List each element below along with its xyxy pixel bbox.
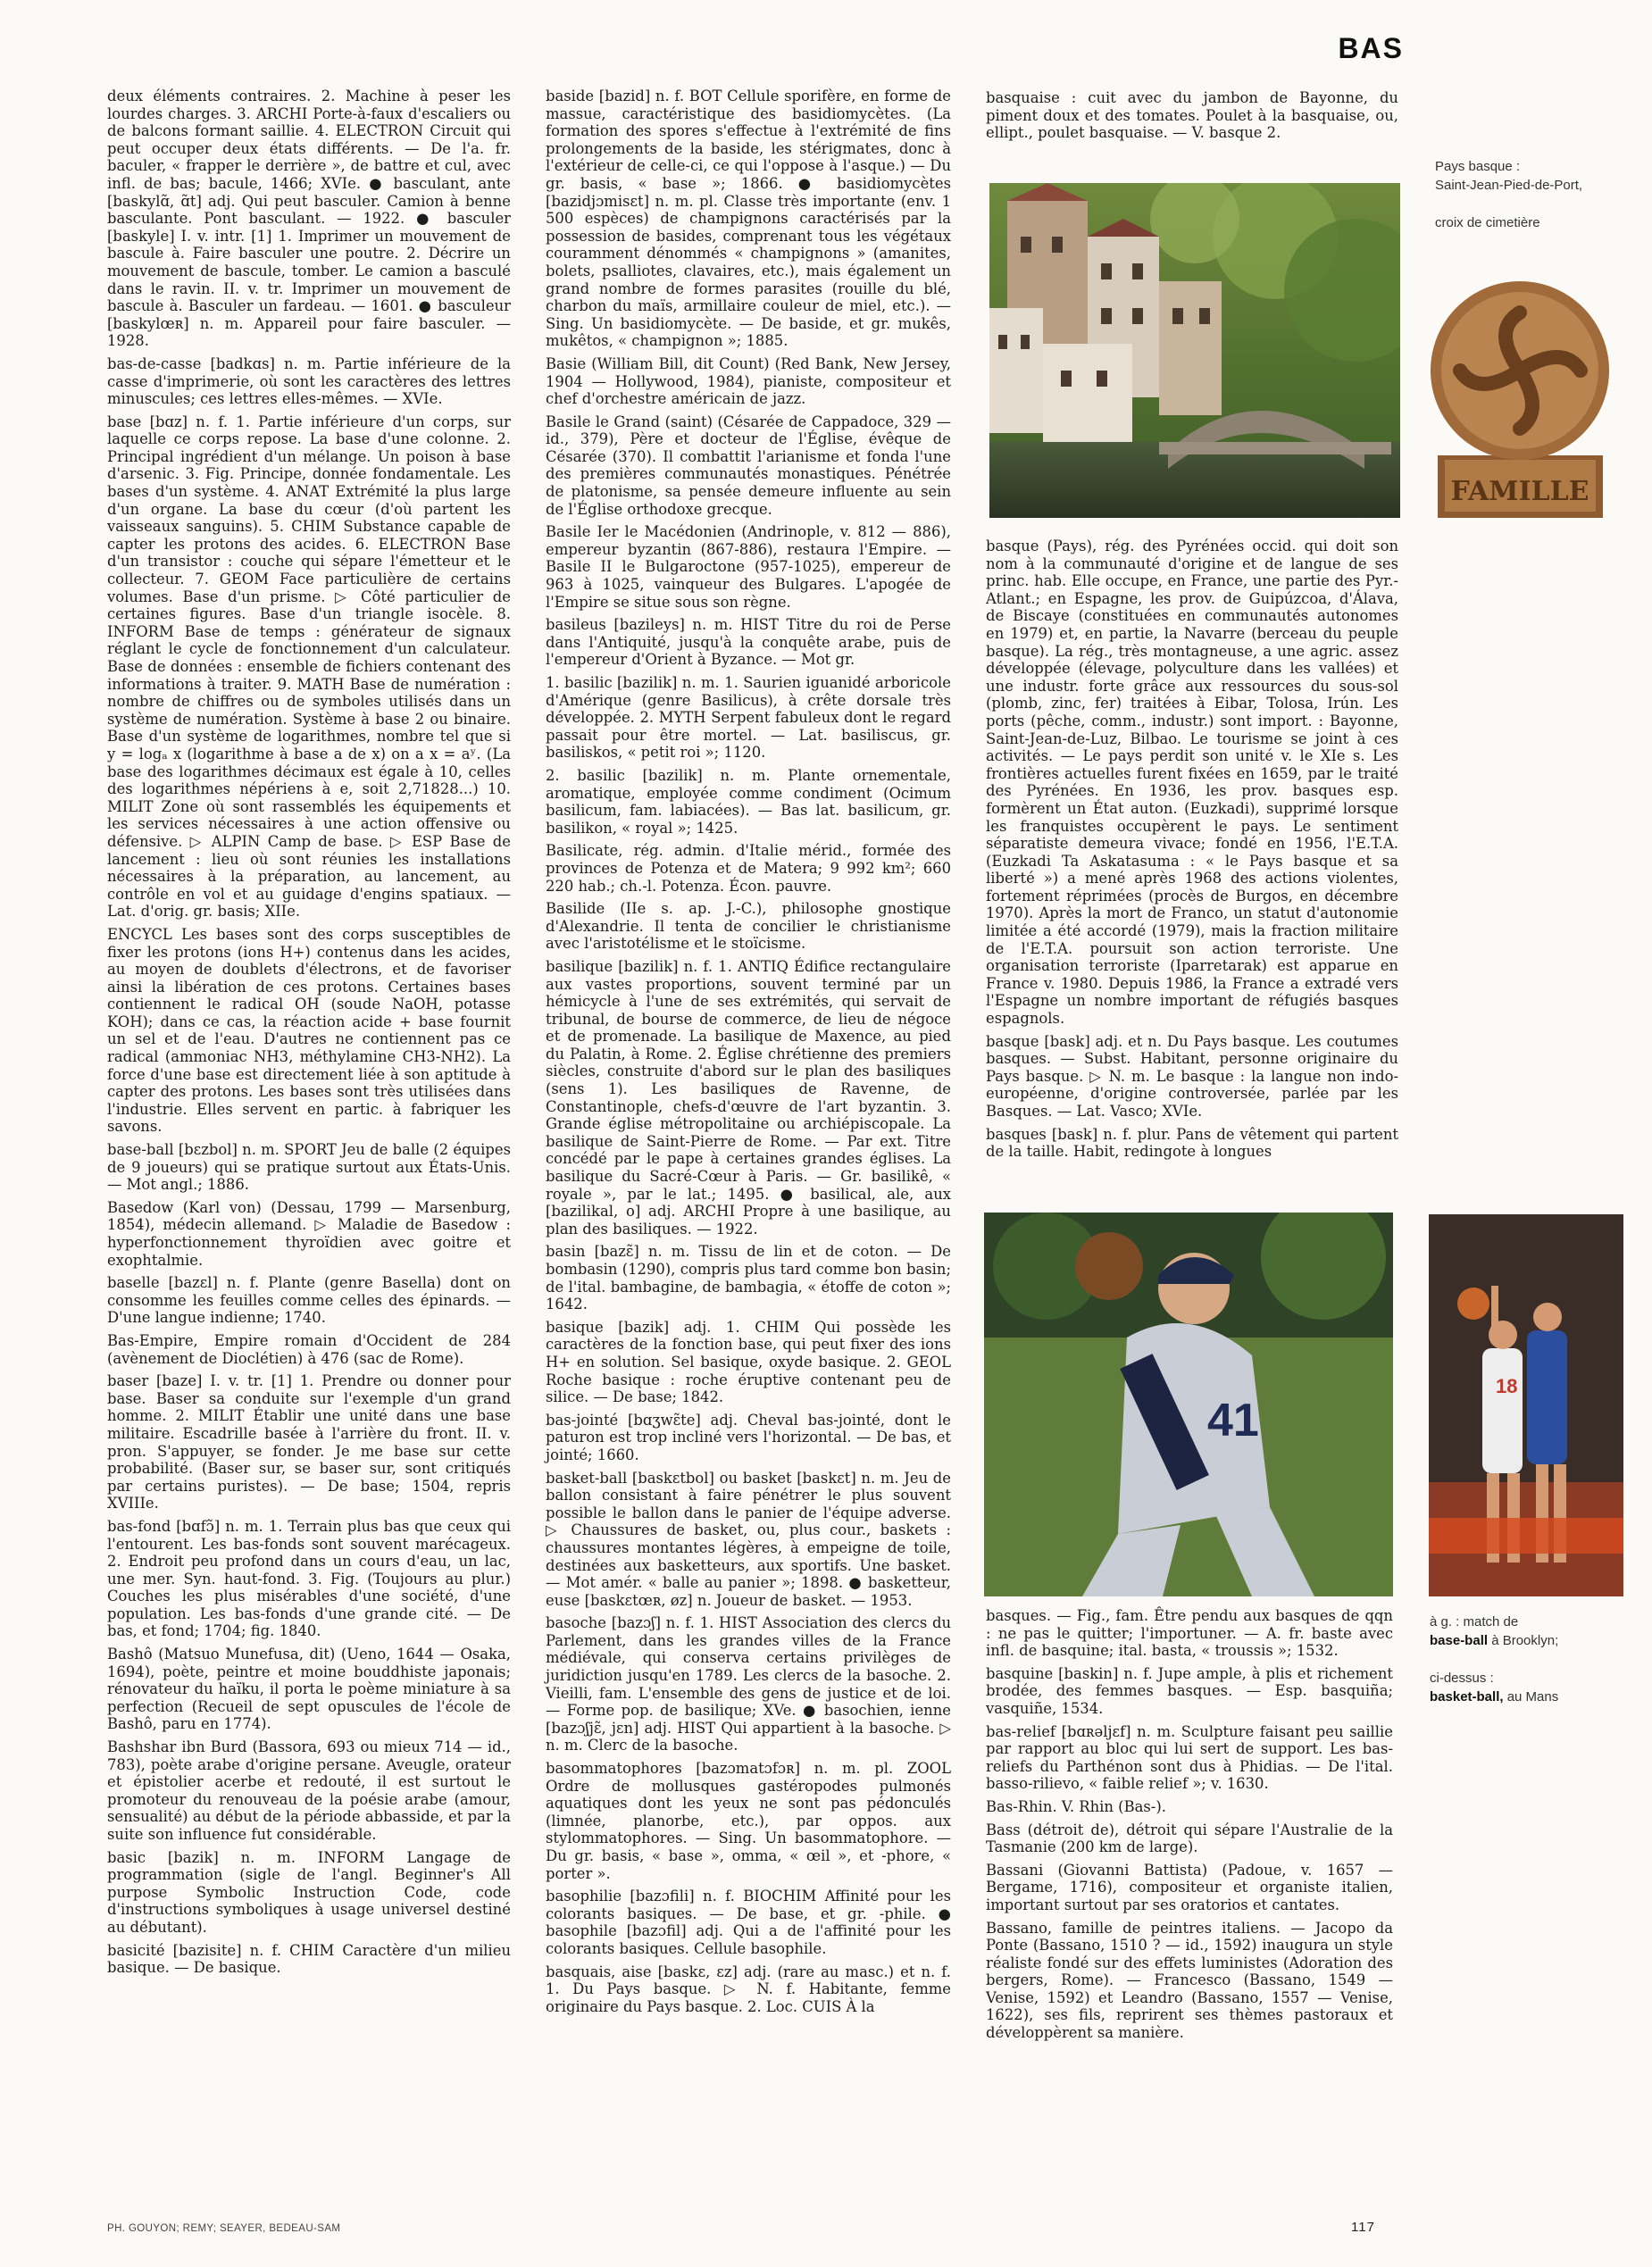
entry-bas-de-casse: bas-de-casse [badkɑs] n. m. Partie inférieure de la casse d'imprimerie, où sont les caractères des lettres minuscules; ces lettres elles-mêmes. — XVIe. (107, 354, 511, 408)
caption-basket-suffix: au Mans (1506, 1689, 1559, 1704)
caption-baseball-prefix: à g. : match de (1430, 1614, 1519, 1629)
entry-bas-rhin: Bas-Rhin. V. Rhin (Bas-). (986, 1797, 1166, 1815)
entry-basquais: basquais, aise [baskɛ, ɛz] adj. (rare au masc.) et n. f. 1. Du Pays basque. ▷ N. f. Habitante, femme originaire du Pays basque. 2. Loc. CUIS À la (546, 1963, 951, 2015)
entry-bascule-cont: deux éléments contraires. 2. Machine à peser les lourdes charges. 3. ARCHI Porte-à-faux d'escaliers ou de balcons formant saillie. 4. ELECTRON Circuit qui peut occuper deux états différents. — De l'a. fr. baculer, « frapper le derrière », de battre et cul, avec infl. de bas; bacule, 1466; XVIe. ● basculant, ante [baskylɑ̃, ɑ̃t] adj. Qui peut basculer. Camion à benne basculante. Pont basculant. — 1922. ● basculer [baskyle] I. v. intr. [1] 1. Imprimer un mouvement de bascule à. Faire basculer une poutre. 2. Décrire un mouvement de bascule, tomber. Le camion a basculé dans le ravin. II. v. tr. Imprimer un mouvement de bascule à. Basculer un fardeau. — 1601. ● basculeur [baskylœʀ] n. m. Appareil pour faire basculer. — 1928. (107, 88, 511, 350)
entry-basommatophores: basommatophores [bazɔmatɔfɔʀ] n. m. pl. ZOOL Ordre de mollusques gastéropodes pulmonés aquatiques dont les yeux ne sont pas pédonculés (limnée, planorbe, etc.), par oppos. aux stylommatophores. — Sing. Un basommatophore. — Du gr. basis, « base », omma, « œil », et -phore, « porter ». (546, 1760, 951, 1882)
caption-baseball-suffix: à Brooklyn; (1491, 1633, 1559, 1648)
sports-caption (1430, 1613, 1617, 1706)
entry-bashshar: Bashshar ibn Burd (Bassora, 693 ou mieux 714 — id., 783), poète arabe d'origine persane. Aveugle, orateur et épistolier acerbe et redouté, il est surtout le promoteur du renouveau de la poésie arabe (amour, sensualité) au début de la période abbasside, et par la suite son influence fut considérable. (107, 1738, 511, 1843)
medallion-photo (1429, 277, 1612, 522)
entry-base-encyclopedia: ENCYCL Les bases sont des corps susceptibles de fixer les protons (ions H+) contenus dans les acides, au moyen de doublets d'électrons, et de favoriser ainsi la libération de ces protons. Certaines bases contiennent le radical OH (soude NaOH, potasse KOH); dans ce cas, la réaction acide + base fournit un sel et de l'eau. D'autres ne contiennent pas ce radical (ammoniac NH3, méthylamine CH3-NH2). La force d'une base est directement liée à son aptitude à capter des protons. Les bases sont très utilisées dans l'industrie. Elles servent en partic. à fabriquer les savons. (107, 925, 511, 1136)
column-2 (546, 88, 951, 2021)
entry-basique: basique [bazik] adj. 1. CHIM Qui possède les caractères de la fonction base, qui peut fixer des ions H+ en solution. Sel basique, oxyde basique. 2. GEOL Roche basique : roche éruptive contenant peu de silice. — De base; 1842. (546, 1318, 951, 1406)
entry-basquine: basquine [baskin] n. f. Jupe ample, à plis et richement brodée, des femmes basques. — Esp. basquiña; vasquiñe, 1534. (986, 1664, 1393, 1717)
entry-basho: Bashô (Matsuo Munefusa, dit) (Ueno, 1644 — Osaka, 1694), poète, peintre et moine bouddhiste japonais; rénovateur du haïku, il porta le poème miniature à sa perfection (Recueil de sept opuscules de l'école de Bashô, paru en 1774). (107, 1646, 511, 1733)
page-number: 117 (1351, 2220, 1375, 2235)
medallion-text: FAMILLE (1450, 476, 1589, 507)
entry-basilic-1: 1. basilic [bazilik] n. m. 1. Saurien iguanidé arboricole d'Amérique (genre Basilicus), à crête dorsale très développée. 2. MYTH Serpent fabuleux dont le regard passait pour être mortel. — Lat. basiliscus, gr. basiliskos, « petit roi »; 1120. (546, 674, 951, 762)
entry-basic: basic [bazik] n. m. INFORM Langage de programmation (sigle de l'angl. Beginner's All purpose Symbolic Instruction Code, code d'instructions symboliques à usage universel destiné au débutant). (107, 1848, 511, 1936)
entry-basques: basques [bask] n. f. plur. Pans de vêtement qui partent de la taille. Habit, redingote à longues (986, 1125, 1398, 1161)
column-1 (107, 88, 511, 1982)
entry-basket-ball: basket-ball [baskɛtbol] ou basket [baskɛt] n. m. Jeu de ballon consistant à faire pénétrer le plus souvent possible le ballon dans le panier de l'équipe adverse. ▷ Chaussures de basket, ou, plus cour., baskets : chaussures montantes légères, à empeigne de toile, destinées aux basketteurs, aux sportifs. Une basket. — Mot amér. « balle au panier »; 1898. ● basketteur, euse [baskɛtœʀ, øz] n. Joueur de basket. — 1953. (546, 1469, 951, 1609)
caption-baseball-bold: base-ball (1430, 1633, 1489, 1648)
entry-bassani: Bassani (Giovanni Battista) (Padoue, v. 1657 — Bergame, 1716), compositeur et organiste italien, important surtout par ses oratorios et cantates. (986, 1861, 1393, 1913)
entry-basile-ier: Basile Ier le Macédonien (Andrinople, v. 812 — 886), empereur byzantin (867-886), restaura l'Empire. — Basile II le Bulgaroctone (957-1025), empereur de 963 à 1025, vainqueur des Bulgares. L'apogée de l'Empire se situe sous son règne. (546, 523, 951, 611)
entry-basilic-2: 2. basilic [bazilik] n. m. Plante ornementale, aromatique, employée comme condiment (Ocimum basilicum, fam. labiacées). — Bas lat. basilicum, gr. basilikon, « royal »; 1425. (546, 766, 951, 837)
entry-basilicate: Basilicate, rég. admin. d'Italie mérid., formée des provinces de Potenza et de Matera; 9 992 km²; 660 220 hab.; ch.-l. Potenza. Écon. pauvre. (546, 842, 951, 895)
caption-croix: croix de cimetière (1435, 215, 1540, 230)
entry-basques-cont: basques. — Fig., fam. Être pendu aux basques de qqn : ne pas le quitter; l'importuner. — A. fr. baste avec infl. de basquine; ital. basta, « troussis »; 1532. (986, 1607, 1393, 1660)
entry-basque: basque [bask] adj. et n. Du Pays basque. Les coutumes basques. — Subst. Habitant, personne originaire du Pays basque. ▷ N. m. Le basque : la langue non indo-européenne, d'origine controversée, parlée par les Basques. — Lat. Vasco; XVIe. (986, 1032, 1398, 1120)
entry-basie: Basie (William Bill, dit Count) (Red Bank, New Jersey, 1904 — Hollywood, 1984), pianiste, compositeur et chef d'orchestre américain de jazz. (546, 354, 951, 408)
entry-baselle: baselle [bazɛl] n. f. Plante (genre Basella) dont on consomme les feuilles comme celles des épinards. — D'une langue indienne; 1740. (107, 1274, 511, 1327)
caption-pays-basque-title: Pays basque : (1435, 159, 1521, 174)
pays-basque-caption (1435, 157, 1614, 232)
entry-base: base [bɑz] n. f. 1. Partie inférieure d'un corps, sur laquelle ce corps repose. La base d'une colonne. 2. Principal ingrédient d'un mélange. Un poison à base d'arsenic. 3. Fig. Principe, donnée fondamentale. Les bases d'un système. 4. ANAT Extrémité la plus large d'un organe. La base du cœur (d'où partent les vaisseaux sanguins). 5. CHIM Substance capable de capter les protons des acides. 6. ELECTRON Base d'un transistor : couche qui sépare l'émetteur et le collecteur. 7. GEOM Face particulière de certains volumes. Base d'un prisme. ▷ Côté particulier de certaines figures. Base d'un triangle isocèle. 8. INFORM Base de temps : générateur de signaux réglant le cycle de fonctionnement d'un calculateur. Base de données : ensemble de fichiers contenant des informations à traiter. 9. MATH Base de numération : nombre de chiffres ou de symboles utilisés dans un système de numération. Système à base 2 ou binaire. Base d'un système de logarithmes, nombre tel que si y = logₐ x (logarithme à base a de x) on a x = aʸ. (La base des logarithmes décimaux est égale à 10, celles des logarithmes népériens à e, soit 2,71828...) 10. MILIT Zone où sont rassemblés les équipements et les services nécessaires à une action offensive ou défensive. ▷ ALPIN Camp de base. ▷ ESP Base de lancement : lieu où sont réunies les installations nécessaires à la préparation, au lancement, au contrôle en vol et au guidage d'engins spatiaux. — Lat. d'orig. gr. basis; XIIe. (107, 413, 511, 921)
entry-bassano: Bassano, famille de peintres italiens. — Jacopo da Ponte (Bassano, 1510 ? — id., 1592) inaugura un style réaliste fondé sur des effets luministes (Adoration des bergers, Rome). — Francesco (Bassano, 1549 — Venise, 1592) et Leandro (Bassano, 1557 — Venise, 1622), ses fils, reprirent ses thèmes pastoraux et développèrent sa manière. (986, 1919, 1393, 2042)
entry-basin: basin [bazɛ̃] n. m. Tissu de lin et de coton. — De bombasin (1290), compris plus tard comme bon basin; de l'ital. bambagine, de bambagia, « étoffe de coton »; 1642. (546, 1243, 951, 1313)
village-photo (989, 183, 1400, 518)
entry-baser: baser [baze] I. v. tr. [1] 1. Prendre ou donner pour base. Baser sa conduite sur l'exemple d'un grand homme. 2. MILIT Établir une unité dans une base militaire. Escadrille basée à l'arrière du front. II. v. pron. S'appuyer, se fonder. Je me base sur cette probabilité. (Baser sur, se baser sur, sont critiqués par certains puristes). — De base; 1504, repris XVIIIe. (107, 1372, 511, 1513)
caption-basket-prefix: ci-dessus : (1430, 1671, 1494, 1686)
entry-base-ball: base-ball [bɛzbol] n. m. SPORT Jeu de balle (2 équipes de 9 joueurs) qui se pratique surtout aux États-Unis. — Mot angl.; 1886. (107, 1141, 511, 1194)
entry-basicite: basicité [bazisite] n. f. CHIM Caractère d'un milieu basique. — De basique. (107, 1941, 511, 1977)
running-head: BAS (1338, 32, 1404, 64)
photo-credit: PH. GOUYON; REMY; SEAYER, BEDEAU-SAM (107, 2223, 341, 2234)
entry-bas-relief: bas-relief [bɑʀəljɛf] n. m. Sculpture faisant peu saillie par rapport au bloc qui lui sert de support. Les bas-reliefs du Parthénon sont dus à Phidias. — De l'ital. basso-rilievo, « faible relief »; v. 1630. (986, 1722, 1393, 1793)
entry-basileus: basileus [bazileys] n. m. HIST Titre du roi de Perse dans l'Antiquité, jusqu'à la conquête arabe, puis de l'empereur d'Orient à Byzance. — Mot gr. (546, 616, 951, 669)
column-3-top (986, 89, 1398, 147)
basketball-photo (1429, 1214, 1623, 1596)
entry-basilide: Basilide (IIe s. ap. J.-C.), philosophe gnostique d'Alexandrie. Il tenta de concilier le christianisme avec l'aristotélisme et le stoïcisme. (546, 900, 951, 953)
baseball-photo (984, 1213, 1393, 1596)
caption-pays-basque-place: Saint-Jean-Pied-de-Port, (1435, 178, 1583, 193)
entry-basoche: basoche [bazɔʃ] n. f. 1. HIST Association des clercs du Parlement, dans les grandes villes de la France médiévale, qui conserva certains privilèges de juridiction jusqu'en 1789. Les clercs de la basoche. 2. Vieilli, fam. L'ensemble des gens de justice et de loi. — Forme pop. de basilique; XVe. ● basochien, ienne [bazɔʃjɛ̃, jɛn] adj. HIST Qui appartient à la basoche. ▷ n. m. Clerc de la basoche. (546, 1614, 951, 1754)
entry-baside: baside [bazid] n. f. BOT Cellule sporifère, en forme de massue, caractéristique des basidiomycètes. (La formation des spores s'effectue à l'extrémité de fins prolongements de la baside, les stérigmates, donc à l'extérieur de celle-ci, ce qui l'oppose à l'asque.) — Du gr. basis, « base »; 1866. ● basidiomycètes [bazidjɔmisɛt] n. m. pl. Classe très importante (env. 1 500 espèces) de champignons caractérisés par la possession de basides, comprenant tous les végétaux couramment dénommés « champignons » (amanites, bolets, psalliotes, clavaires, etc.), mais également un grand nombre de formes parasites (rouille du blé, charbon du maïs, armillaire couleur de miel, etc.). — Sing. Un basidiomycète. — De baside, et gr. mukês, mukêtos, « champignon »; 1885. (546, 88, 951, 350)
entry-basophilie: basophilie [bazɔfili] n. f. BIOCHIM Affinité pour les colorants basiques. — De base, et gr. -phile. ● basophile [bazɔfil] adj. Qui a de l'affinité pour les colorants basiques. Cellule basophile. (546, 1888, 951, 1957)
column-3-bottom (986, 1607, 1393, 2047)
entry-bas-empire: Bas-Empire, Empire romain d'Occident de 284 (avènement de Dioclétien) à 476 (sac de Rome). (107, 1331, 511, 1367)
caption-basket-bold: basket-ball, (1430, 1689, 1504, 1704)
entry-basilique: basilique [bazilik] n. f. 1. ANTIQ Édifice rectangulaire aux vastes proportions, souvent terminé par un hémicycle à l'une de ses extrémités, qui servait de tribunal, de bourse de commerce, de lieu de négoce et de promenade. La basilique de Maxence, au pied du Palatin, à Rome. 2. Église chrétienne des premiers siècles, construite d'abord sur le plan des basiliques (sens 1). Les basiliques de Ravenne, de Constantinople, chefs-d'œuvre de l'art byzantin. 3. Grande église métropolitaine ou archiépiscopale. La basilique de Saint-Pierre de Rome. — Par ext. Titre concédé par le pape à certaines grandes églises. La basilique du Sacré-Cœur à Paris. — Gr. basilikê, « royale », par le lat.; 1495. ● basilical, ale, aux [bazilikal, o] adj. ARCHI Propre à une basilique, au plan des basiliques. — 1922. (546, 957, 951, 1238)
entry-basquaise-cont: basquaise : cuit avec du jambon de Bayonne, du piment doux et des tomates. Poulet à la basquaise, ou, ellipt., poulet basquaise. — V. basque 2. (986, 89, 1398, 142)
entry-basque-pays: basque (Pays), rég. des Pyrénées occid. qui doit son nom à la communauté d'origine et de langue de ses princ. hab. Elle occupe, en France, une partie des Pyr.-Atlant.; en Espagne, les prov. de Guipúzcoa, d'Álava, de Biscaye (constituées en communautés autonomes en 1979) et, en partie, la Navarre (berceau du peuple basque). La rég., très montagneuse, a une agric. assez développée (élevage, polyculture dans les vallées) et une industr. forte grâce aux ressources du sous-sol (plomb, zinc, fer) traitées à Eibar, Tolosa, Irún. Les ports (pêche, comm., industr.) sont import. : Bayonne, Saint-Jean-de-Luz, Bilbao. Le tourisme se joint à ces activités. — Le pays perdit son unité v. le XIe s. Les frontières actuelles furent fixées en 1659, par le traité des Pyrénées. En 1936, les prov. basques esp. formèrent un État auton. (Euzkadi), supprimé lorsque les franquistes occupèrent le pays. Le sentiment séparatiste demeura vivace; fondé en 1956, l'E.T.A. (Euzkadi Ta Askatasuma : « le Pays basque et sa liberté ») a mené après 1968 des actions violentes, fortement réprimées (procès de Burgos, en décembre 1970). Après la mort de Franco, un statut d'autonomie limitée a été accordé (1979), mais la fraction militaire de l'E.T.A. poursuit son action terroriste. Une organisation terroriste (Iparretarak) est apparue en France v. 1980. Depuis 1986, la France a extradé vers l'Espagne un nombre important de réfugiés basques espagnols. (986, 538, 1398, 1028)
column-3-middle (986, 538, 1398, 1166)
entry-basedow: Basedow (Karl von) (Dessau, 1799 — Marsenburg, 1854), médecin allemand. ▷ Maladie de Basedow : hyperfonctionnement thyroïdien avec goitre et exophtalmie. (107, 1198, 511, 1269)
entry-bas-fond: bas-fond [bɑfɔ̃] n. m. 1. Terrain plus bas que ceux qui l'entourent. Les bas-fonds sont souvent marécageux. 2. Endroit peu profond dans un cours d'eau, un lac, une mer. Syn. haut-fond. 3. Fig. (Toujours au plur.) Couches les plus misérables d'une société, d'une population. Les bas-fonds d'une grande cité. — De bas, et fond; 1704; fig. 1840. (107, 1517, 511, 1640)
entry-bas-jointe: bas-jointé [bɑʒwɛ̃te] adj. Cheval bas-jointé, dont le paturon est trop incliné vers l'horizontal. — De bas, et jointé; 1660. (546, 1411, 951, 1463)
jersey-number: 41 (1207, 1395, 1259, 1446)
entry-bass: Bass (détroit de), détroit qui sépare l'Australie de la Tasmanie (200 km de large). (986, 1821, 1393, 1856)
basket-jersey-number: 18 (1496, 1375, 1518, 1397)
entry-basile-le-grand: Basile le Grand (saint) (Césarée de Cappadoce, 329 — id., 379), Père et docteur de l'Église, évêque de Césarée (370). Il combattit l'arianisme et fonda l'une des premières communautés monastiques. Pénétrée de platonisme, sa pensée demeure influente au sein de l'Église orthodoxe grecque. (546, 413, 951, 518)
